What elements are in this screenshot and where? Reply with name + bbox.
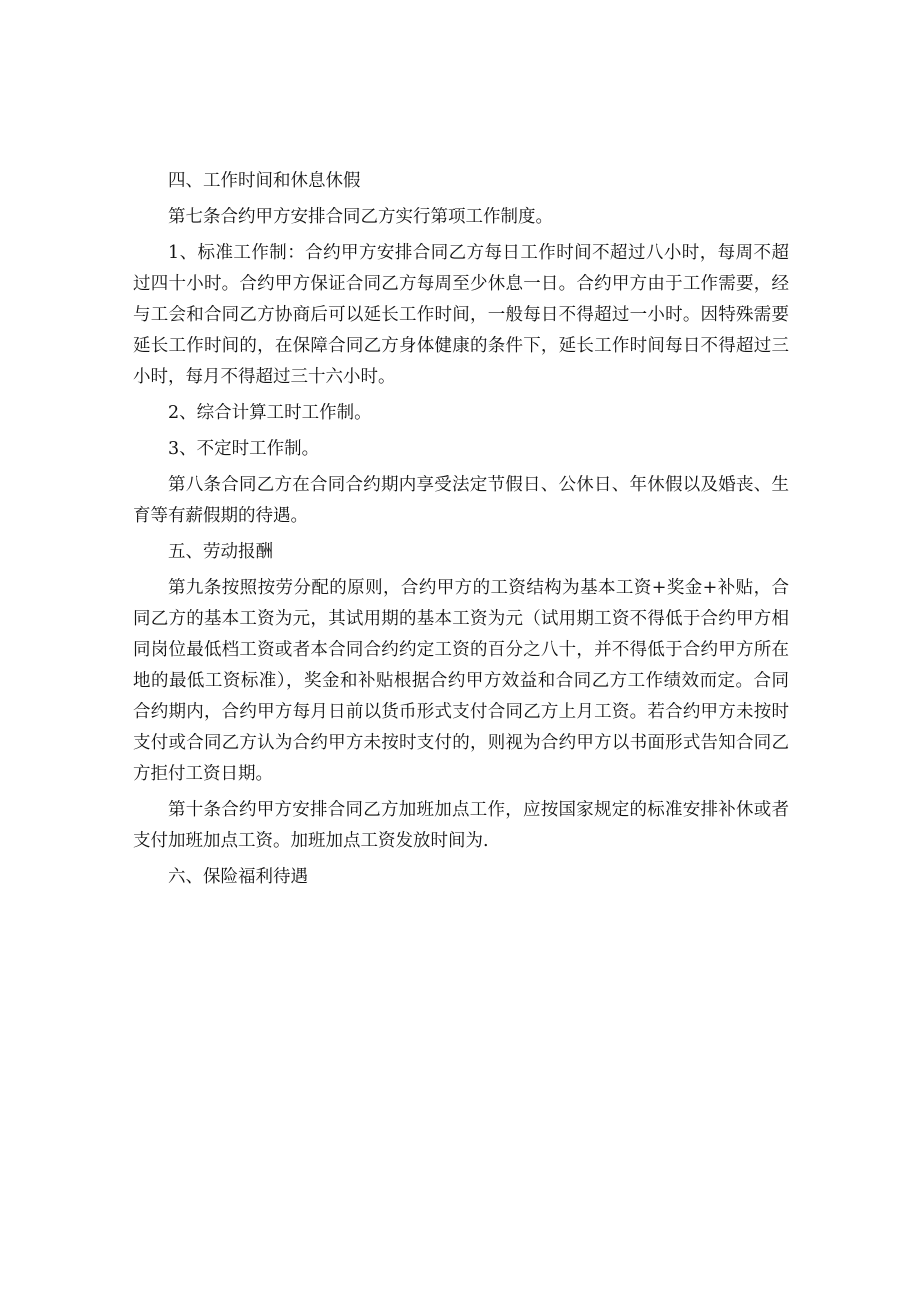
article-10: 第十条合约甲方安排合同乙方加班加点工作，应按国家规定的标准安排补休或者支付加班加点工资。加班加点工资发放时间为.	[133, 800, 789, 851]
item-flexible-hours: 3、不定时工作制。	[168, 439, 320, 459]
section-heading-insurance: 六、保险福利待遇	[168, 867, 308, 887]
section-heading-remuneration: 五、劳动报酬	[168, 542, 273, 562]
item-standard-hours: 1、标准工作制：合约甲方安排合同乙方每日工作时间不超过八小时，每周不超过四十小时。合约甲方保证合同乙方每周至少休息一日。合约甲方由于工作需要，经与工会和合同乙方协商后可以延长工作时间，一般每日不得超过一小时。因特殊需要延长工作时间的，在保障合同乙方身体健康的条件下，延长工作时间每日不得超过三小时，每月不得超过三十六小时。	[133, 243, 789, 387]
article-7: 第七条合约甲方安排合同乙方实行第项工作制度。	[168, 207, 553, 227]
document-body	[133, 166, 789, 898]
section-heading-work-hours: 四、工作时间和休息休假	[168, 171, 361, 191]
item-comprehensive-hours: 2、综合计算工时工作制。	[168, 403, 372, 423]
article-9: 第九条按照按劳分配的原则，合约甲方的工资结构为基本工资+奖金+补贴，合同乙方的基本工资为元，其试用期的基本工资为元（试用期工资不得低于合约甲方相同岗位最低档工资或者本合同合约约定工资的百分之八十，并不得低于合约甲方所在地的最低工资标准），奖金和补贴根据合约甲方效益和合同乙方工作绩效而定。合同合约期内，合约甲方每月日前以货币形式支付合同乙方上月工资。若合约甲方未按时支付或合同乙方认为合约甲方未按时支付的，则视为合约甲方以书面形式告知合同乙方拒付工资日期。	[133, 578, 789, 784]
article-8: 第八条合同乙方在合同合约期内享受法定节假日、公休日、年休假以及婚丧、生育等有薪假期的待遇。	[133, 475, 789, 526]
